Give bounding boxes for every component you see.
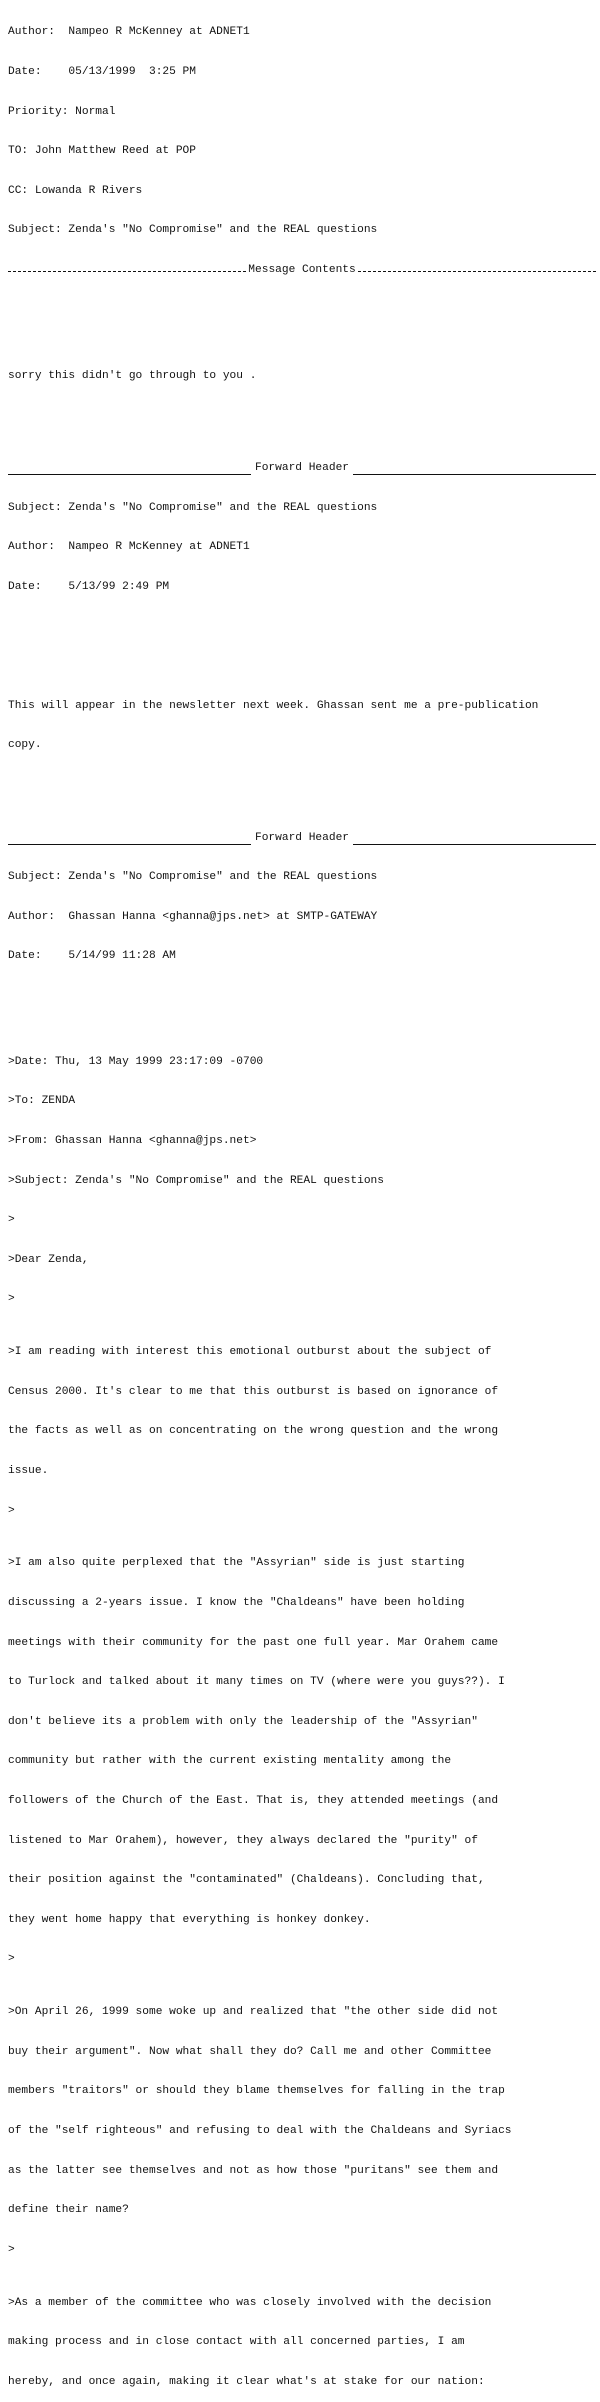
forward-header-label: Forward Header bbox=[255, 461, 349, 474]
paragraph-3-line: as the latter see themselves and not as how those "puritans" see them and bbox=[8, 2164, 499, 2177]
forward1-author: Author: Nampeo R McKenney at ADNET1 bbox=[8, 541, 250, 554]
paragraph-2-line: discussing a 2-years issue. I know the "Chaldeans" have been holding bbox=[8, 1597, 465, 1610]
priority-line: Priority: Normal bbox=[8, 105, 116, 118]
quote-marker: > bbox=[8, 1293, 15, 1306]
newsletter-note-line: copy. bbox=[8, 739, 42, 752]
date-line: Date: 05/13/1999 3:25 PM bbox=[8, 66, 196, 78]
paragraph-1-line: the facts as well as on concentrating on the wrong question and the wrong bbox=[8, 1425, 499, 1438]
paragraph-3-line: buy their argument". Now what shall they do? Call me and other Committee bbox=[8, 2045, 492, 2058]
paragraph-3-line: of the "self righteous" and refusing to deal with the Chaldeans and Syriacs bbox=[8, 2124, 512, 2137]
message-contents-label: Message Contents bbox=[248, 263, 356, 276]
forward1-date: Date: 5/13/99 2:49 PM bbox=[8, 580, 170, 593]
paragraph-3-line: members "traitors" or should they blame themselves for falling in the trap bbox=[8, 2085, 505, 2098]
paragraph-2-line: to Turlock and talked about it many times on TV (where were you guys??). I bbox=[8, 1676, 505, 1689]
newsletter-note-line: This will appear in the newsletter next week. Ghassan sent me a pre-publication bbox=[8, 699, 539, 712]
forward1-subject: Subject: Zenda's "No Compromise" and the REAL questions bbox=[8, 501, 378, 514]
paragraph-2-line: they went home happy that everything is honkey donkey. bbox=[8, 1913, 371, 1926]
forward2-date: Date: 5/14/99 11:28 AM bbox=[8, 950, 176, 963]
paragraph-1-line: issue. bbox=[8, 1465, 49, 1478]
quoted-subject: >Subject: Zenda's "No Compromise" and the REAL questions bbox=[8, 1174, 384, 1187]
forward2-author: Author: Ghassan Hanna <ghanna@jps.net> at SMTP-GATEWAY bbox=[8, 910, 378, 923]
forward2-subject: Subject: Zenda's "No Compromise" and the REAL questions bbox=[8, 871, 378, 884]
quoted-from: >From: Ghassan Hanna <ghanna@jps.net> bbox=[8, 1135, 257, 1148]
paragraph-2-line: followers of the Church of the East. That is, they attended meetings (and bbox=[8, 1794, 499, 1807]
paragraph-1-line: Census 2000. It's clear to me that this outburst is based on ignorance of bbox=[8, 1385, 499, 1398]
header-rule-right bbox=[353, 466, 596, 475]
paragraph-2-line: meetings with their community for the past one full year. Mar Orahem came bbox=[8, 1636, 499, 1649]
author-line: Author: Nampeo R McKenney at ADNET1 bbox=[8, 26, 250, 39]
quote-marker: > bbox=[8, 1504, 15, 1517]
paragraph-2-line: don't believe its a problem with only the leadership of the "Assyrian" bbox=[8, 1715, 478, 1728]
paragraph-3-line: define their name? bbox=[8, 2204, 129, 2217]
header-rule-right bbox=[353, 836, 596, 845]
cc-line: CC: Lowanda R Rivers bbox=[8, 184, 143, 197]
to-line: TO: John Matthew Reed at POP bbox=[8, 145, 196, 158]
divider-dashes-left bbox=[8, 271, 246, 272]
paragraph-4-line: hereby, and once again, making it clear what's at stake for our nation: bbox=[8, 2375, 485, 2388]
paragraph-3-line: >On April 26, 1999 some woke up and realized that "the other side did not bbox=[8, 2006, 499, 2019]
paragraph-2-line: community but rather with the current existing mentality among the bbox=[8, 1755, 452, 1768]
paragraph-2-line: their position against the "contaminated" (Chaldeans). Concluding that, bbox=[8, 1874, 485, 1887]
quote-marker: > bbox=[8, 2243, 15, 2256]
quoted-date: >Date: Thu, 13 May 1999 23:17:09 -0700 bbox=[8, 1055, 264, 1068]
quote-marker: > bbox=[8, 1953, 15, 1966]
paragraph-4-line: >As a member of the committee who was closely involved with the decision bbox=[8, 2296, 492, 2309]
quote-marker: > bbox=[8, 1214, 15, 1227]
paragraph-2-line: >I am also quite perplexed that the "Assyrian" side is just starting bbox=[8, 1557, 465, 1570]
email-document bbox=[8, 0, 596, 2402]
forward-header-1 bbox=[8, 462, 596, 475]
header-rule-left bbox=[8, 466, 251, 475]
subject-line: Subject: Zenda's "No Compromise" and the REAL questions bbox=[8, 224, 378, 237]
header-rule-left bbox=[8, 836, 251, 845]
paragraph-1-line: >I am reading with interest this emotional outburst about the subject of bbox=[8, 1346, 492, 1359]
note-text: sorry this didn't go through to you . bbox=[8, 369, 257, 382]
greeting: >Dear Zenda, bbox=[8, 1253, 89, 1266]
paragraph-4-line: making process and in close contact with all concerned parties, I am bbox=[8, 2336, 465, 2349]
message-contents-divider bbox=[8, 264, 596, 277]
forward-header-label: Forward Header bbox=[255, 831, 349, 844]
paragraph-2-line: listened to Mar Orahem), however, they always declared the "purity" of bbox=[8, 1834, 478, 1847]
forward-header-2 bbox=[8, 832, 596, 845]
divider-dashes-right bbox=[358, 271, 596, 272]
quoted-to: >To: ZENDA bbox=[8, 1095, 76, 1108]
